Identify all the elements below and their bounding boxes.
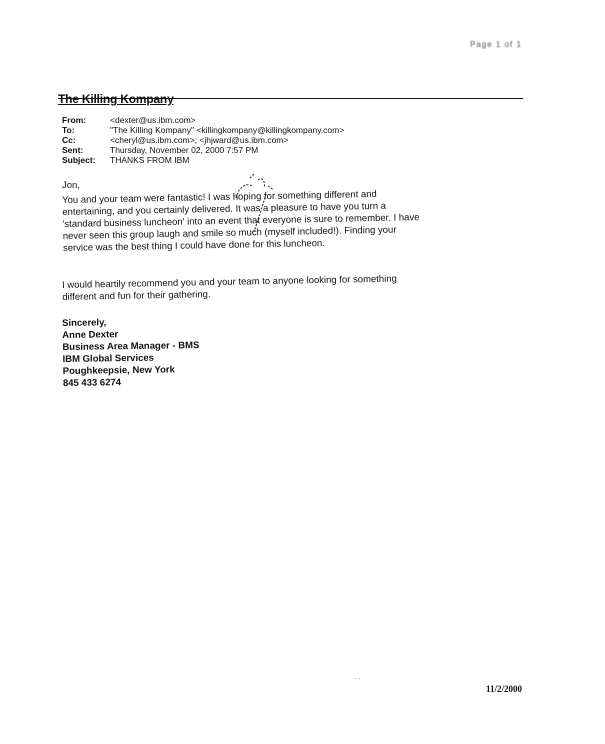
meta-label: Subject: bbox=[62, 155, 96, 165]
meta-from bbox=[62, 115, 344, 125]
meta-label: From: bbox=[62, 115, 87, 125]
meta-to bbox=[62, 125, 344, 135]
footer-date: 11/2/2000 bbox=[486, 684, 523, 694]
meta-cc bbox=[62, 135, 344, 145]
meta-value: <cheryl@us.ibm.com>; <jhjward@us.ibm.com> bbox=[110, 135, 289, 145]
header-rule bbox=[58, 98, 523, 99]
salutation: Jon, bbox=[62, 180, 80, 191]
meta-sent bbox=[62, 145, 344, 155]
meta-value: "The Killing Kompany" <killingkompany@killingkompany.com> bbox=[110, 125, 345, 135]
body-paragraph-2: I would heartily recommend you and your team to anyone looking for something different and fun for their gathering. bbox=[62, 273, 397, 303]
signature-location: Poughkeepsie, New York bbox=[62, 364, 175, 377]
page-header: Page 1 of 1 bbox=[470, 40, 522, 49]
signature-title: Business Area Manager - BMS bbox=[62, 340, 200, 353]
signature-block bbox=[62, 316, 200, 390]
meta-label: To: bbox=[62, 125, 75, 135]
company-title: The Killing Kompany bbox=[58, 92, 174, 106]
signature-org: IBM Global Services bbox=[62, 352, 154, 365]
meta-label: Cc: bbox=[62, 135, 76, 145]
signature-name: Anne Dexter bbox=[62, 329, 119, 341]
meta-label: Sent: bbox=[62, 145, 84, 155]
meta-value: <dexter@us.ibm.com> bbox=[110, 115, 196, 125]
body-paragraph-1: You and your team were fantastic! I was hoping for something different and entertaining, and you certainly delivered. It was a pleasure to have you turn a 'standard business luncheon' into an event that everyone is sure to remember. I have never seen this group laugh and smile so much (myself included!). Finding your service was the best thing I could have done for this luncheon. bbox=[62, 188, 420, 254]
signature-phone: 845 433 6274 bbox=[62, 377, 122, 389]
meta-subject bbox=[62, 155, 344, 165]
meta-value: Thursday, November 02, 2000 7:57 PM bbox=[110, 145, 259, 155]
stray-mark: . . bbox=[355, 675, 361, 681]
meta-value: THANKS FROM IBM bbox=[110, 155, 190, 165]
email-meta bbox=[62, 115, 344, 165]
signature-closing: Sincerely, bbox=[62, 317, 107, 329]
